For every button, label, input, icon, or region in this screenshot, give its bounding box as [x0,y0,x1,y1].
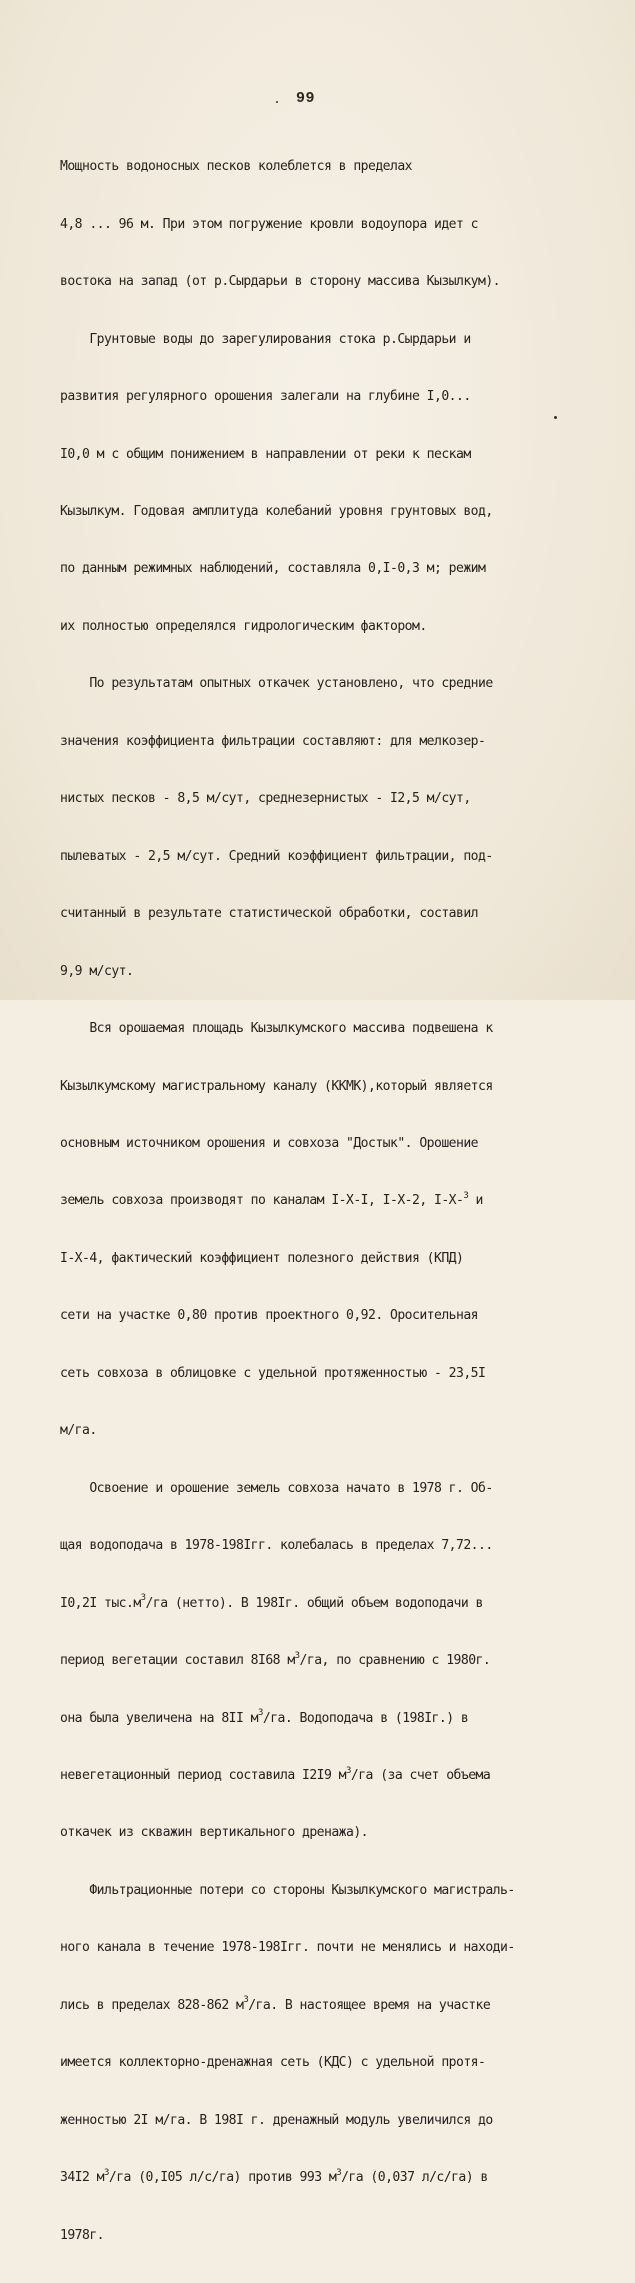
text-line: их полностью определялся гидрологическим фактором. [60,618,427,634]
text-line: По результатам опытных откачек установлено, что средние [60,676,493,692]
text-line: она была увеличена на 8II $м^3/га$. Водоподача в (198Iг.) в [60,1708,469,1726]
text-line: ного канала в течение 1978-198Iгг. почти не менялись и находи- [60,1940,515,1956]
text-line: щая водоподача в 1978-198Iгг. колебалась в пределах 7,72... [60,1538,493,1554]
text-line: 9,9 м/сут. [60,963,134,979]
text-line: I0,0 м с общим понижением в направлении от реки к пескам [60,446,471,462]
text-line: земель совхоза производят по каналам I-Х-I, I-Х-2, I-Х-$^3$ и [60,1191,483,1209]
text-line: женностью 2I м/га. В 198I г. дренажный модуль увеличился до [60,2112,493,2128]
text-line: по данным режимных наблюдений, составляла 0,I-0,3 м; режим [60,561,486,577]
text-line: Мощность водоносных песков колеблется в пределах [60,159,412,175]
text-line: м/га. [60,1423,97,1439]
text-line: сеть совхоза в облицовке с удельной протяженностью - 23,5I [60,1365,486,1381]
text-line: развития регулярного орошения залегали на глубине I,0... [60,389,471,405]
text-line: I0,2I $тыс.м^3/га$ (нетто). В 198Iг. общий объем водоподачи в [60,1593,483,1611]
text-line: Кызылкумскому магистральному каналу (ККМК),который является [60,1078,493,1094]
text-line: востока на запад (от р.Сырдарьи в сторону массива Кызылкум). [60,274,500,290]
text-line: пылеватых - 2,5 м/сут. Средний коэффициент фильтрации, под- [60,848,493,864]
text-line: нистых песков - 8,5 м/сут, среднезернистых - I2,5 м/сут, [60,791,471,807]
text-line: основным источником орошения и совхоза "Достык". Орошение [60,1136,478,1152]
text-line: сети на участке 0,80 против проектного 0,92. Оросительная [60,1308,478,1324]
text-line: Освоение и орошение земель совхоза начато в 1978 г. Об- [60,1480,493,1496]
text-line: 4,8 ... 96 м. При этом погружение кровли водоупора идет с [60,216,478,232]
text-line: Кызылкум. Годовая амплитуда колебаний уровня грунтовых вод, [60,504,493,520]
text-line: считанный в результате статистической обработки, составил [60,906,478,922]
text-line: Вся орошаемая площадь Кызылкумского массива подвешена к [60,1021,493,1037]
text-line: имеется коллекторно-дренажная сеть (КДС) с удельной протя- [60,2055,486,2071]
text-line: лись в пределах 828-862 $м^3/га$. В настоящее время на участке [60,1995,491,2013]
text-line: откачек из скважин вертикального дренажа). [60,1825,368,1841]
text-line: значения коэффициента фильтрации составляют: для мелкозер- [60,733,486,749]
document-body [60,119,580,2283]
text-line: Фильтрационные потери со стороны Кызылкумского магистраль- [60,1882,515,1898]
text-line: период вегетации составил 8I68 $м^3/га$, по сравнению с 1980г. [60,1650,491,1669]
paper-speck [554,416,557,419]
text-line: 1978г. [60,2227,104,2243]
text-line: I-Х-4, фактический коэффициент полезного действия (КПД) [60,1250,464,1266]
page-number: 99 [296,90,316,107]
text-line: невегетационный период составила I2I9 $м^3/га$ (за счет объема [60,1765,491,1783]
text-line: Грунтовые воды до зарегулирования стока р.Сырдарьи и [60,331,471,347]
text-line: 34I2 $м^3/га$ (0,I05 л/с/га) против 993 $м^3/га$ (0,037 л/с/га) в [60,2167,488,2186]
paper-speck [276,101,278,103]
